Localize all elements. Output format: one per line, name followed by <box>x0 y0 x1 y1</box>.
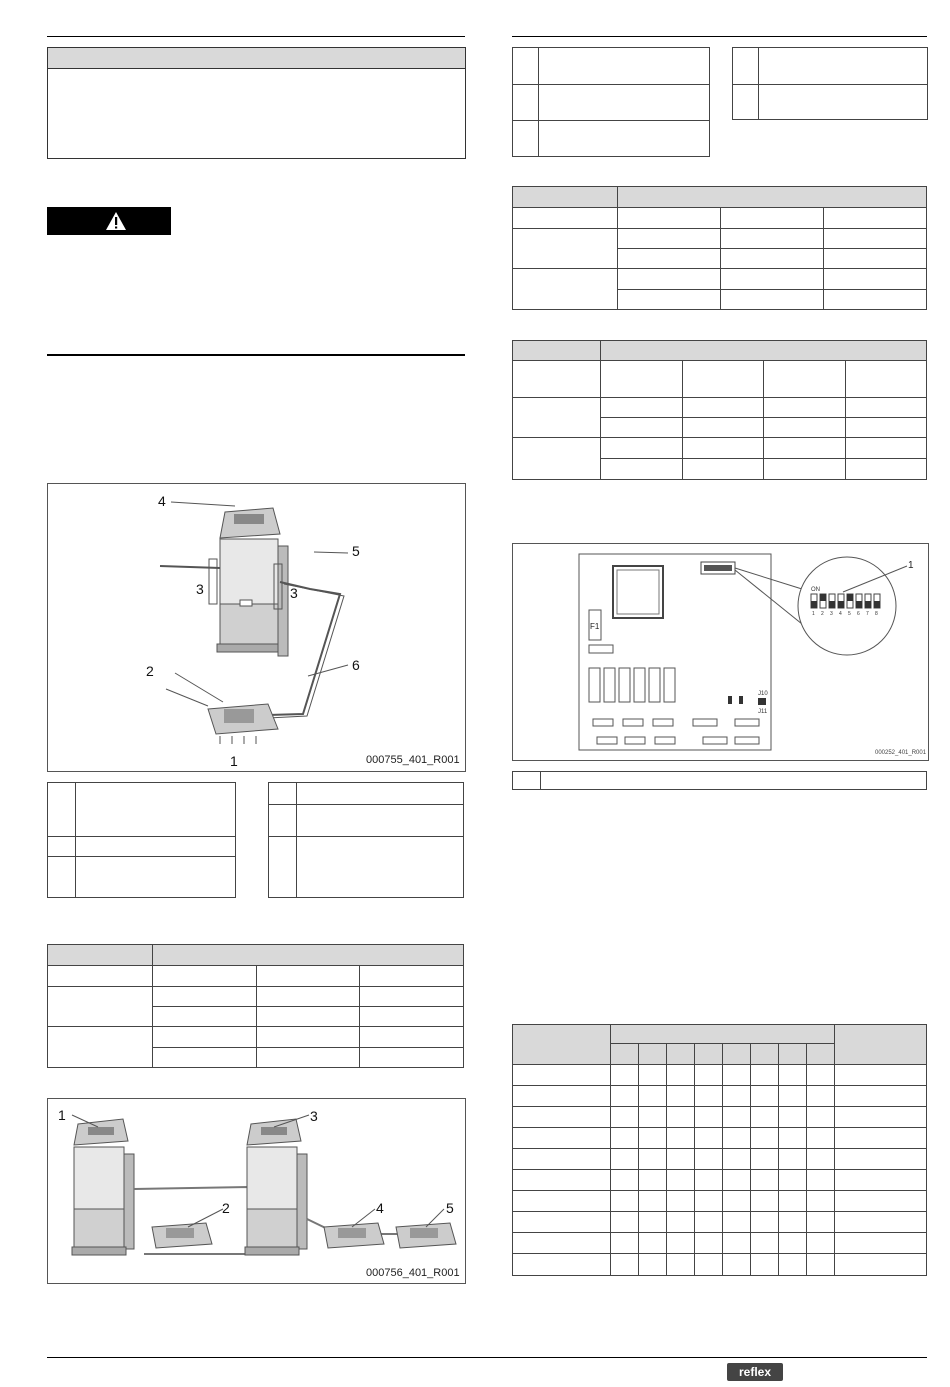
fig2-callout-4: 4 <box>376 1200 384 1216</box>
controller-unit <box>220 508 280 538</box>
brand-logo: reflex <box>727 1363 783 1381</box>
fuse-label: F1 <box>590 622 600 631</box>
fig2-callout-1: 1 <box>58 1107 66 1123</box>
dip-number: 6 <box>857 611 860 617</box>
section-rule <box>47 354 465 356</box>
warning-icon <box>47 207 171 235</box>
figure-3 <box>512 543 929 761</box>
figure-2 <box>47 1098 466 1284</box>
pump-unit <box>166 689 278 744</box>
dip-number: 3 <box>830 611 833 617</box>
fig2-code: 000756_401_R001 <box>366 1267 460 1279</box>
dip-number: 2 <box>821 611 824 617</box>
dip-number: 1 <box>812 611 815 617</box>
fig1-callout-3b: 3 <box>290 585 298 601</box>
fig2-callout-5: 5 <box>446 1200 454 1216</box>
top-rule-right <box>512 36 927 37</box>
dip-number: 8 <box>875 611 878 617</box>
fig1-callout-2: 2 <box>146 663 154 679</box>
fig1-legend-right <box>268 782 464 898</box>
dip-on-label: ON <box>811 587 820 593</box>
top-rule-left <box>47 36 465 37</box>
legend-top-right <box>732 47 928 120</box>
fig3-code: 000252_401_R001 <box>875 750 927 756</box>
fig1-code: 000755_401_R001 <box>366 754 460 766</box>
fig1-callout-4: 4 <box>158 493 166 509</box>
dip-switch-magnified <box>798 557 896 655</box>
pump-unit-2 <box>152 1223 212 1248</box>
fig1-callout-1: 1 <box>230 753 238 769</box>
table-a <box>47 944 464 1068</box>
fig3-legend <box>512 771 927 790</box>
dip-number: 5 <box>848 611 851 617</box>
figure-1 <box>47 483 466 772</box>
warning-badge <box>47 207 171 235</box>
pressure-unit <box>217 539 288 656</box>
fig1-callout-5: 5 <box>352 543 360 559</box>
table-c <box>512 340 927 480</box>
fig2-callout-2: 2 <box>222 1200 230 1216</box>
footer-rule <box>47 1357 927 1358</box>
dip-number: 7 <box>866 611 869 617</box>
fig1-callout-3a: 3 <box>196 581 204 597</box>
note-box-header <box>48 48 465 69</box>
fig1-callout-6: 6 <box>352 657 360 673</box>
pressure-unit-b <box>245 1119 307 1255</box>
fig2-callout-3: 3 <box>310 1108 318 1124</box>
dip-number: 4 <box>839 611 842 617</box>
legend-top-left <box>512 47 710 157</box>
j11-label: J11 <box>758 709 768 715</box>
pump-unit-4 <box>324 1223 384 1248</box>
table-b <box>512 186 927 310</box>
note-box <box>47 47 466 159</box>
pressure-unit-a <box>72 1119 134 1255</box>
j10-label: J10 <box>758 691 768 697</box>
fig3-callout-1: 1 <box>908 560 914 571</box>
circuit-board <box>579 554 771 750</box>
dip-switch-table <box>512 1024 927 1276</box>
fig1-legend-left <box>47 782 236 898</box>
